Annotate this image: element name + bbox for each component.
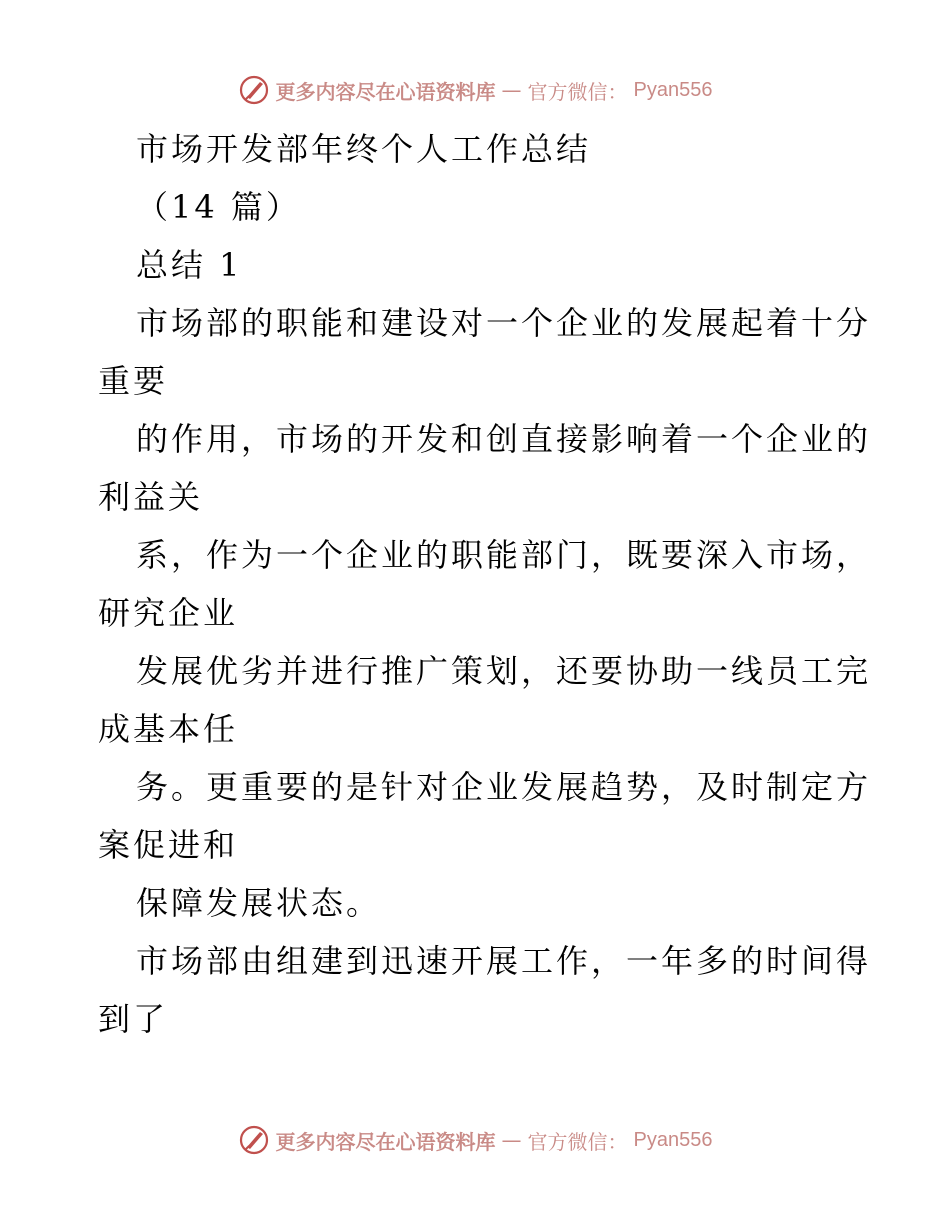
paragraph-line: 研究企业 [98, 594, 239, 632]
paragraph-line: 发展优劣并进行推广策划，还要协助一线员工完 [136, 652, 872, 690]
footer-watermark-banner [0, 1120, 950, 1160]
header-watermark-banner [0, 70, 950, 110]
watermark-text: 更多内容尽在心语资料库 [275, 1129, 496, 1154]
paragraph-line: 利益关 [98, 478, 204, 516]
feather-pen-logo-icon [238, 1124, 270, 1156]
watermark-separator: — [501, 1128, 522, 1152]
paragraph-line: 重要 [98, 362, 169, 400]
paragraph-line: 务。更重要的是针对企业发展趋势，及时制定方 [136, 768, 872, 806]
paragraph-line: 成基本任 [98, 710, 239, 748]
document-subtitle: （14 篇） [136, 188, 301, 226]
watermark-official-label: 官方微信： [527, 79, 628, 104]
watermark-account: Pyan556 [633, 1128, 713, 1151]
paragraph-line: 保障发展状态。 [136, 884, 382, 922]
feather-pen-logo-icon [238, 74, 270, 106]
paragraph-line: 到了 [98, 1000, 169, 1038]
watermark-text: 更多内容尽在心语资料库 [275, 79, 496, 104]
paragraph-line: 市场部由组建到迅速开展工作，一年多的时间得 [136, 942, 872, 980]
paragraph-line: 案促进和 [98, 826, 239, 864]
watermark-official-label: 官方微信： [527, 1129, 628, 1154]
paragraph-line: 系，作为一个企业的职能部门，既要深入市场， [136, 536, 872, 574]
watermark-separator: — [501, 78, 522, 102]
paragraph-line: 市场部的职能和建设对一个企业的发展起着十分 [136, 304, 872, 342]
document-title: 市场开发部年终个人工作总结 [136, 130, 592, 168]
watermark-account: Pyan556 [633, 78, 713, 101]
paragraph-line: 的作用，市场的开发和创直接影响着一个企业的 [136, 420, 872, 458]
document-body [98, 120, 872, 1048]
section-heading: 总结 1 [136, 246, 243, 284]
